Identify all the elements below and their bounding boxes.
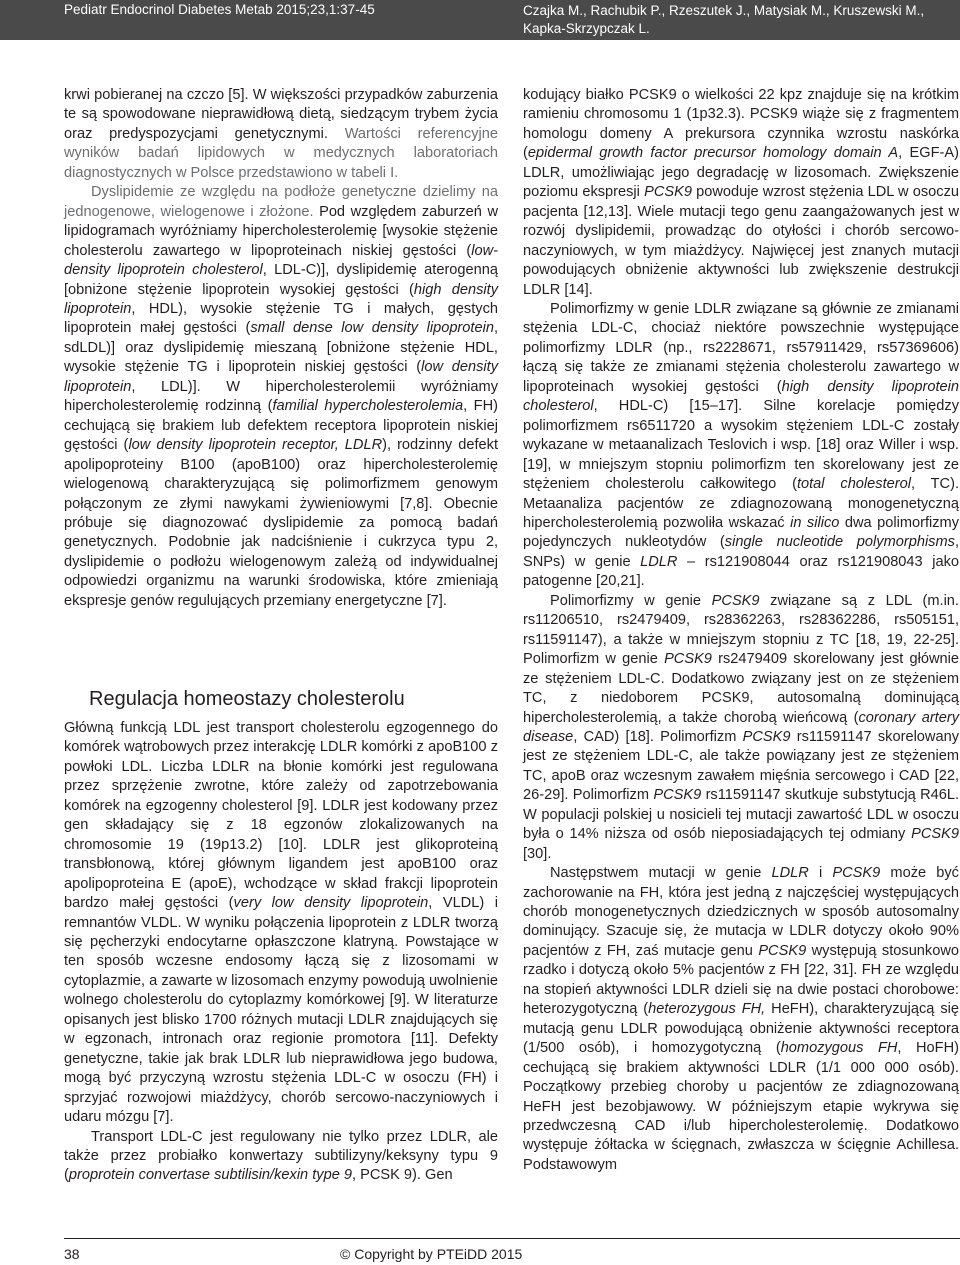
text: epidermal growth factor precursor homology domain A (527, 145, 899, 162)
text: Polimorfizmy w genie LDLR związane są głównie ze zmianami stężenia LDL-C, chociaż niektóre powszechnie występujące polimorfizmy LDLR (np., rs2228671, rs57911429, rs57369606) łączą się także ze zmianami stężenia cholesterolu zawartego w lipoproteinach wysokiej gęstości ( (523, 300, 959, 395)
text: low-density lipoprotein cholesterol (64, 242, 498, 279)
text: heterozygous FH, (648, 1001, 766, 1018)
text: powoduje wzrost stężenia LDL w osoczu pacjenta [12,13]. Wiele mutacji tego genu zaangażowanych jest w rozwój dyslipidemii, prowadząc do otyłości i chorób sercowo-naczyniowych, w tym miażdżycy. Najwięcej jest znanych mutacji powodujących obniżenie aktywności lub zwiększenie destrukcji LDLR [14]. (523, 184, 959, 298)
text: związane są z LDL (m.in. rs11206510, rs2479409, rs28362263, rs28362286, rs505151, rs11591147), a także w mniejszym stopniu z TC [18, 19, 22-25]. Polimorfizm w genie (523, 592, 959, 668)
text: Polimorfizmy w genie (550, 592, 712, 609)
text: Następstwem mutacji w genie (550, 865, 772, 882)
left-column (64, 86, 498, 611)
text: high density lipoprotein (64, 281, 498, 317)
text: PCSK9 (644, 184, 692, 201)
authors-line-2: Kapka-Skrzypczak L. (523, 21, 650, 36)
text: PCSK9 (911, 826, 959, 843)
paragraph (64, 1128, 498, 1186)
text: rs11591147 skutkuje substytucją R46L. W populacji polskiej u nosicieli tej mutacji zawartość LDL w osoczu była o 14% niższa od osób nieposiadających tej odmiany (523, 787, 960, 843)
page-number: 38 (64, 1246, 80, 1262)
text: PCSK9 (832, 865, 881, 882)
text: PCSK9 (758, 942, 807, 959)
text: Główną funkcją LDL jest transport cholesterolu egzogennego do komórek wątrobowych przez interakcję LDLR komórki z apoB100 z powłoki LDL. Liczba LDLR na błonie komórki jest regulowana przez sprzężenie zwrotne, które zależy od zapotrzebowania komórek na egzogenny cholesterol [9]. LDLR jest kodowany przez gen składający się z 18 egzonów zlokalizowanych na chromosomie 19 (19p13.2) [10]. LDLR jest glikoproteiną transbłonową, której głównym ligandem jest apoB100 oraz apolipoproteina E (apoE), wchodzące w skład frakcji lipoprotein bardzo małej gęstości ( (64, 720, 498, 912)
text: , sdLDL)] oraz dyslipidemię mieszaną [obniżone stężenie HDL, wysokie stężenie TG i lipoprotein niskiej gęstości ( (64, 320, 498, 376)
footer-divider (64, 1238, 960, 1239)
text: , HDL-C) [15–17]. Silne korelacje pomiędzy polimorfizmem rs6511720 a wysokim stężeniem LDL-C zostały wykazane w metaanalizach Teslovich i wsp. [18] oraz Willer i wsp. [19], w mniejszym stopniu polimorfizm ten skorelowany jest ze stężeniem cholesterolu całkowitego ( (523, 398, 959, 493)
paragraph (64, 719, 498, 1128)
text: low density lipoprotein (64, 359, 498, 395)
text: rs11591147 skorelowany jest ze stężeniem LDL-C, ale także powiązany jest ze stężeniem TC, apoB oraz wczesnym zawałem mięśnia sercowego i CAD [22, 26-29]. Polimorfizm (523, 728, 959, 804)
text: dwa polimorfizmy pojedynczych nukleotydów ( (523, 514, 960, 551)
text: in silico (790, 514, 840, 531)
text: rs2479409 skorelowany jest głównie ze stężeniem LDL-C. Dodatkowo związany jest on ze stężeniem TC, z niedoborem PCSK9, autosomalną dominującą hipercholesterolemią, a także chorobą wieńcową ( (523, 651, 959, 726)
paragraph (523, 864, 959, 1175)
paragraph (64, 183, 498, 611)
text: i (808, 865, 833, 882)
paragraph (523, 592, 959, 864)
text: , LDL-C)], dyslipidemię aterogenną [obniżone stężenie lipoprotein wysokiej gęstości ( (64, 262, 499, 298)
authors (523, 2, 924, 38)
journal-citation: Pediatr Endocrinol Diabetes Metab 2015;23,1:37-45 (64, 2, 375, 17)
text: coronary artery disease (523, 709, 960, 745)
text: [30]. (523, 845, 552, 862)
section-title: Regulacja homeostazy cholesterolu (89, 688, 405, 710)
text: , CAD) [18]. Polimorfizm (573, 728, 743, 745)
text: , LDL)]. W hipercholesterolemii wyróżniamy hipercholesterolemię rodzinną ( (64, 378, 498, 415)
text: Pod względem zaburzeń w lipidogramach wyróżniamy hipercholesterolemię [wysokie stężenie cholesterolu zawartego w lipoproteinach niskiej gęstości ( (64, 203, 498, 259)
left-column-section (64, 719, 498, 1186)
text: low density lipoprotein receptor, LDLR (128, 437, 383, 454)
text: LDLR (771, 865, 809, 882)
text: very low density lipoprotein (233, 895, 429, 912)
text: single nucleotide polymorphisms (724, 534, 955, 551)
text: PCSK9 (742, 728, 791, 745)
text: , HoFH) cechującą się brakiem aktywności LDLR (1/1 000 000 osób). Początkowy przebieg choroby u pacjentów ze zdiagnozowaną HeFH jest bezobjawowy. W późniejszym etapie wykrywa się przedwczesną CAD i/lub hipercholesterolemię. Dodatkowo występuje żółtacka w ścięgnach, zwłaszcza w ścięgnie Achillesa. Podstawowym (523, 1040, 959, 1173)
text: HeFH), charakteryzującą się mutacją genu LDLR powodującą obniżenie aktywności receptora (1/500 osób), i homozygotyczną ( (523, 1001, 959, 1057)
text: może być zachorowanie na FH, która jest jedną z najczęściej występujących chorób monogenetycznych dziedzicznych w sposób autosomalny dominujący. Szacuje się, że mutacja w LDLR dotyczy około 90% pacjentów z FH, zaś mutacje genu (523, 865, 959, 959)
text: small dense low density lipoprotein (250, 320, 494, 337)
paragraph (523, 300, 959, 592)
text: PCSK9 (664, 651, 712, 668)
text: homozygous FH (780, 1040, 898, 1057)
journal-header (0, 0, 960, 40)
text: PCSK9 (711, 592, 760, 609)
text: krwi pobieranej na czczo [5]. W większości przypadków zaburzenia te są spowodowane nieprawidłową dietą, siedzącym trybem życia oraz predyspozycjami genetycznymi. (64, 87, 498, 142)
text: total cholesterol (796, 476, 911, 493)
text: , VLDL) i remnantów VLDL. W wyniku połączenia lipoprotein z LDLR tworzą się pęcherzyki endocytarne opłaszczone klatryną. Powstające w ten sposób wczesne endosomy łączą się z lizosomami w cytoplazmie, a zawarte w lizosomach enzymy powodują uwolnienie wolnego cholesterolu do cytoplazmy komórkowej [9]. W literaturze opisanych jest blisko 1700 różnych mutacji LDLR znajdujących się w egzonach, intronach oraz regionie promotora [11]. Defekty genetyczne, takie jak brak LDLR lub nieprawidłowa jego budowa, mogą być przyczyną wzrostu stężenia LDL-C w osoczu (FH) i sprzyjać rozwojowi miażdżycy, chorób sercowo-naczyniowych i udaru mózgu [7]. (64, 895, 498, 1126)
text: high density lipoprotein cholesterol (523, 378, 960, 415)
text: , SNPs) w genie (523, 534, 959, 570)
text: Dyslipidemie ze względu na podłoże genetyczne dzielimy na jednogenowe, wielogenowe i złożone. (64, 184, 498, 220)
text: – rs121908044 oraz rs121908043 jako patogenne [20,21]. (523, 553, 959, 590)
text: , TC). Metaanaliza pacjentów ze zdiagnozowaną monogenetyczną hipercholesterolemią pozwoliła wskazać (523, 476, 959, 531)
text: Wartości referencyjne wyników badań lipidowych w medycznych laboratoriach diagnostycznych w Polsce przedstawiono w tabeli I. (64, 125, 498, 181)
text: kodujący białko PCSK9 o wielkości 22 kpz znajduje się na krótkim ramieniu chromosomu 1 (1p32.3). PCSK9 wiąże się z fragmentem homologu domeny A prekursora czynnika wzrostu naskórka ( (523, 87, 959, 162)
text: , FH) cechującą się brakiem lub defektem receptora lipoprotein niskiej gęstości ( (64, 398, 498, 454)
text: Transport LDL-C jest regulowany nie tylko przez LDLR, ale także przez probiałko konwertazy subtilizyny/keksyny typu 9 ( (64, 1128, 498, 1184)
text: , HDL), wysokie stężenie TG i małych, gęstych lipoprotein małej gęstości ( (64, 300, 498, 337)
text: proprotein convertase subtilisin/kexin type 9 (68, 1167, 352, 1184)
copyright: © Copyright by PTEiDD 2015 (340, 1246, 523, 1262)
text: PCSK9 (653, 787, 702, 804)
authors-line-1: Czajka M., Rachubik P., Rzeszutek J., Matysiak M., Kruszewski M., (523, 3, 925, 18)
paragraph (64, 86, 498, 183)
text: , PCSK 9). Gen (352, 1167, 453, 1184)
text: familial hypercholesterolemia (272, 398, 464, 415)
text: ), rodzinny defekt apolipoproteiny B100 (apoB100) oraz hipercholesterolemię wielogenową charakteryzującą się polimorfizmem genowym połączonym ze złymi nawykami żywieniowymi [7,8]. Obecnie próbuje się diagnozować dyslipidemie za pomocą badań genetycznych. Podobnie jak nadciśnienie i cukrzyca typu 2, dyslipidemie o podłożu wielogenowym zależą od indywidualnej odpowiedzi organizmu na warunki środowiska, które zmieniają ekspresje genów regulujących przemiany energetyczne [7]. (64, 437, 499, 609)
text: LDLR (640, 553, 678, 570)
text: występują stosunkowo rzadko i dotyczą około 5% pacjentów z FH [22, 31]. FH ze względu na stopień aktywności LDLR dzieli się na dwie postaci chorobowe: heterozygotyczną ( (523, 942, 959, 1018)
paragraph (523, 86, 959, 300)
right-column (523, 86, 959, 1175)
text: , EGF-A) LDLR, umożliwiając jego degradację w lizosomach. Zwiększenie poziomu ekspresji (523, 145, 959, 201)
